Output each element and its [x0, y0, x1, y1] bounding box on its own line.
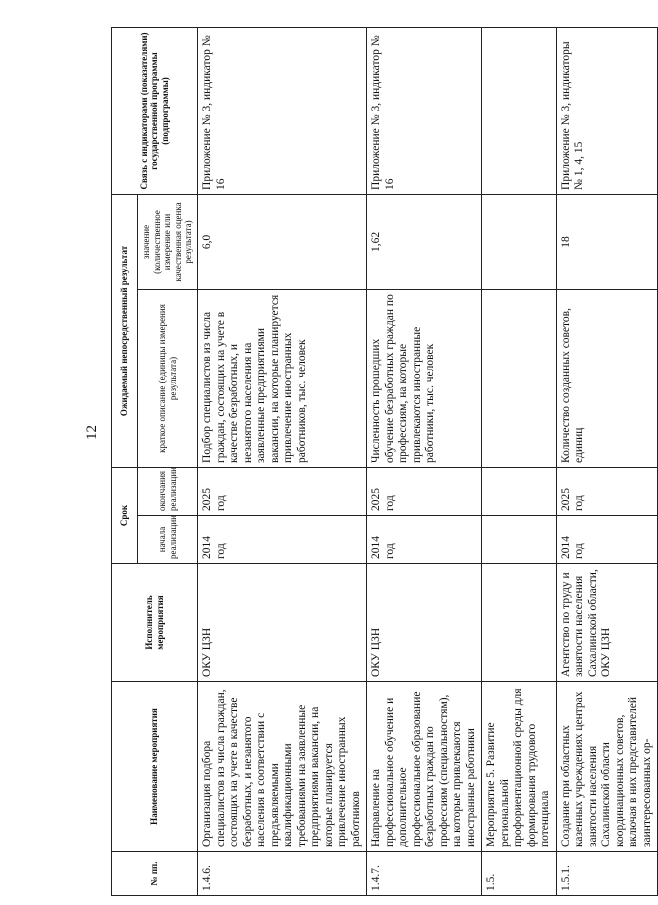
table-row [556, 27, 658, 895]
row-num: 1.4.7. [367, 852, 482, 896]
header-result-value: значение (количественное измерение или качественная оценка результата) [138, 194, 198, 289]
header-link: Связь с индикаторами (показателями) государственной программы (подпрограммы) [112, 27, 198, 194]
header-term-start: начала реализации [138, 516, 198, 564]
page-number: 12 [84, 425, 100, 440]
row-num: 1.5. [482, 852, 557, 896]
row-start: 2014 год [198, 516, 367, 564]
row-end [482, 467, 557, 515]
row-end: 2025 год [367, 467, 482, 515]
row-value: 1,62 [367, 194, 482, 289]
row-link: Приложение № 3, индикатор № 16 [367, 27, 482, 194]
row-num: 1.4.6. [198, 852, 367, 896]
header-num: № пп. [112, 852, 198, 896]
row-name: Мероприятие 5. Развитие региональной профориентационной среды для формирования трудового потенциала [482, 682, 557, 852]
row-value: 6,0 [198, 194, 367, 289]
row-link: Приложение № 3, индикатор № 16 [198, 27, 367, 194]
row-value [482, 194, 557, 289]
header-term-end: окончания реализации [138, 467, 198, 515]
header-name: Наименование мероприятия [112, 682, 198, 852]
header-result: Ожидаемый непосредственный результат [112, 194, 138, 467]
row-start: 2014 год [556, 516, 658, 564]
row-link [482, 27, 557, 194]
row-executor [482, 564, 557, 682]
table-row [482, 27, 557, 895]
row-start: 2014 год [367, 516, 482, 564]
row-start [482, 516, 557, 564]
row-executor: ОКУ ЦЗН [198, 564, 367, 682]
table-row [367, 27, 482, 895]
row-link: Приложение № 3, индикаторы № 1, 4, 15 [556, 27, 658, 194]
row-end: 2025 год [198, 467, 367, 515]
header-result-desc: краткое описание (единицы измерения результата) [138, 289, 198, 467]
row-desc: Количество созданных советов, единиц [556, 289, 658, 467]
row-num: 1.5.1. [556, 852, 658, 896]
table-row [198, 27, 367, 895]
row-desc: Подбор специалистов из числа граждан, состоящих на учете в качестве безработных, и незанятого населения на заявленные предприятиями вакансии, на которые планируется привлечение иностранных работников, тыс. человек [198, 289, 367, 467]
row-desc: Численность прошедших обучение безработных граждан по профессиям, на которые привлекаются иностранные работники, тыс. человек [367, 289, 482, 467]
row-desc [482, 289, 557, 467]
row-name: Создание при областных казенных учреждениях центрах занятости населения Сахалинской области координационных советов, включая в них представителей заинтересованных ор- [556, 682, 658, 852]
row-end: 2025 год [556, 467, 658, 515]
row-value: 18 [556, 194, 658, 289]
program-table [111, 28, 653, 896]
row-name: Направление на профессиональное обучение и дополнительное профессиональное образование безработных граждан по профессиям (специальностям), на которые привлекаются иностранные работники [367, 682, 482, 852]
row-executor: ОКУ ЦЗН [367, 564, 482, 682]
header-executor: Исполнитель мероприятия [112, 564, 198, 682]
row-executor: Агентство по труду и занятости населения Сахалинской области, ОКУ ЦЗН [556, 564, 658, 682]
row-name: Организация подбора специалистов из числа граждан, состоящих на учете в качестве безработных, и незанятого населения в соответствии с предъявляемыми квалификационными требованиями на заявленные предприятиями вакансии, на которые планируется привлечение иностранных работников [198, 682, 367, 852]
header-term: Срок [112, 467, 138, 563]
